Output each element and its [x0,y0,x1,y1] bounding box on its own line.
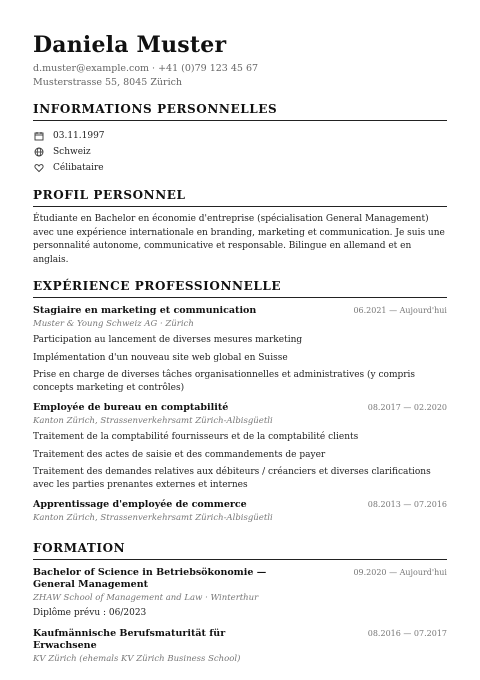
contact-line [33,62,447,76]
education-entry [33,628,447,666]
entry-task: Participation au lancement de diverses mesures marketing [33,335,303,345]
entry-organization: Kanton Zürich, Strassenverkehrsamt Zürich-Albisgüetli [33,416,273,426]
entry-title: Employée de bureau en comptabilité [33,402,229,413]
section-title-education: FORMATION [33,541,447,560]
calendar-icon [33,131,44,142]
entry-organization: KV Zürich (ehemals KV Zürich Business School) [33,654,241,664]
entry-title: Kaufmännische Berufsmaturität für Erwachsene [33,628,226,651]
experience-entry [33,305,447,394]
phone-text: +41 (0)79 123 45 67 [158,63,259,74]
entry-task: Traitement des demandes relatives aux débiteurs / créanciers et diverses clarifications avec les parties prenantes externes et internes [33,467,431,490]
birthdate-text: 03.11.1997 [53,131,105,141]
entry-task: Prise en charge de diverses tâches organisationnelles et administratives (y compris concepts marketing et contrôles) [33,370,416,393]
nationality-text: Schweiz [53,147,91,157]
entry-task: Implémentation d'un nouveau site web global en Suisse [33,352,288,363]
personal-info-list [33,128,447,176]
experience-entry [33,499,447,525]
section-title-experience: EXPÉRIENCE PROFESSIONNELLE [33,279,447,298]
personal-info-section [33,102,447,176]
entry-date: 08.2013 — 07.2016 [367,500,447,509]
entry-organization: ZHAW School of Management and Law · Winterthur [33,593,259,603]
info-row-birthdate [33,128,447,144]
heart-icon [33,163,44,174]
entry-title: Bachelor of Science in Betriebsökonomie — General Management [33,567,267,590]
entry-note: Diplôme prévu : 06/2023 [33,608,147,618]
entry-organization: Kanton Zürich, Strassenverkehrsamt Zürich-Albisgüetli [33,513,273,523]
experience-section [33,279,447,525]
section-title-personal: INFORMATIONS PERSONNELLES [33,102,447,121]
info-row-nationality [33,144,447,160]
section-title-profile: PROFIL PERSONNEL [33,188,447,207]
email-text: d.muster@example.com [33,63,150,74]
globe-icon [33,147,44,158]
entry-date: 09.2020 — Aujourd'hui [353,568,447,577]
address-text: Musterstrasse 55, 8045 Zürich [33,77,183,88]
entry-task: Traitement des actes de saisie et des commandements de payer [33,449,326,460]
experience-entry [33,402,447,491]
cv-name: Daniela Muster [33,32,227,58]
profile-section [33,188,447,267]
entry-organization: Muster & Young Schweiz AG · Zürich [33,319,194,329]
education-section [33,541,447,666]
entry-task: Traitement de la comptabilité fournisseurs et de la comptabilité clients [33,432,359,442]
entry-date: 06.2021 — Aujourd'hui [353,306,447,315]
education-entry [33,567,447,620]
entry-date: 08.2016 — 07.2017 [367,629,447,638]
entry-title: Stagiaire en marketing et communication [33,305,257,316]
profile-text: Étudiante en Bachelor en économie d'entreprise (spécialisation General Management) avec une expérience internationale en branding, marketing et communication. Je suis une personnalité autonome, communicative et responsable. Bilingue en allemand et en anglais. [33,214,445,265]
info-row-marital-status [33,160,447,176]
contact-block [33,62,447,90]
contact-separator: · [152,63,156,74]
marital-status-text: Célibataire [53,163,104,173]
entry-title: Apprentissage d'employée de commerce [33,499,247,510]
entry-date: 08.2017 — 02.2020 [367,403,447,412]
